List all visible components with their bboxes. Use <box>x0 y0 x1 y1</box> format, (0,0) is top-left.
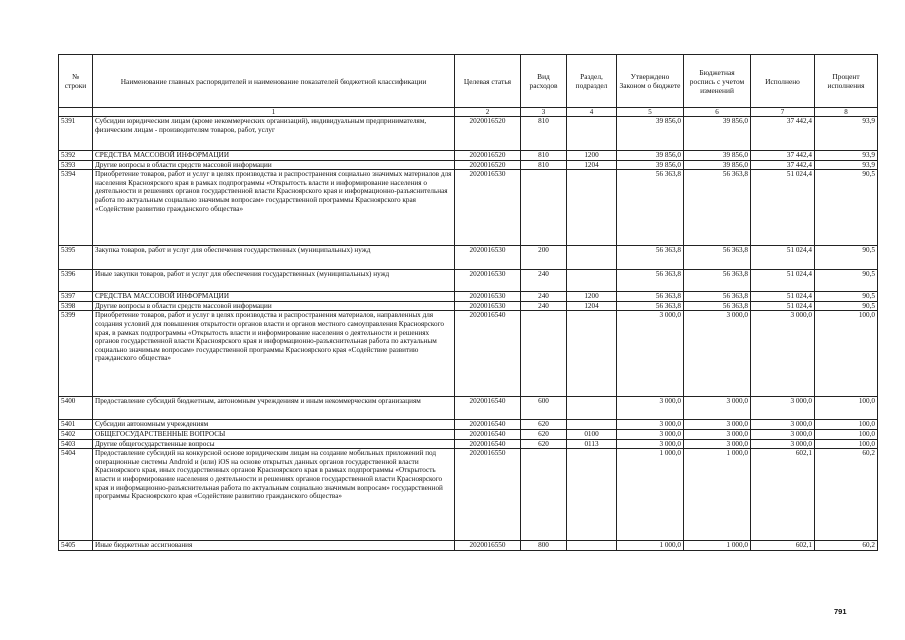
cell-expense-kind: 810 <box>521 117 567 151</box>
header-expense-kind: Вид расходов <box>521 55 567 108</box>
cell-name: СРЕДСТВА МАССОВОЙ ИНФОРМАЦИИ <box>93 292 455 302</box>
cell-row-number: 5404 <box>59 449 93 541</box>
cell-budget-schedule: 56 363,8 <box>684 292 751 302</box>
budget-table <box>58 54 878 551</box>
cell-section <box>567 449 617 541</box>
cell-percent: 60,2 <box>815 541 878 551</box>
cell-name: Предоставление субсидий бюджетным, автономным учреждениям и иным некоммерческим организациям <box>93 397 455 420</box>
cell-expense-kind: 810 <box>521 151 567 161</box>
cell-expense-kind: 810 <box>521 160 567 170</box>
cell-target-article: 2020016530 <box>455 292 521 302</box>
cell-approved: 56 363,8 <box>617 292 684 302</box>
cell-budget-schedule: 39 856,0 <box>684 160 751 170</box>
cell-name: Приобретение товаров, работ и услуг в целях производства и распространения материалов, направленных для создания условий для повышения открытости органов власти и органов местного самоуправления Красноярского края, в рамках подпрограммы «Открытость власти и информирование населения о деятельности и решениях органов государственной власти Красноярского края и информационно-разъяснительная работа по актуальным социально значимым вопросам» государственной программы Красноярского края «Содействие развитию гражданского общества» <box>93 311 455 397</box>
cell-budget-schedule: 39 856,0 <box>684 151 751 161</box>
cell-approved: 39 856,0 <box>617 151 684 161</box>
cell-section: 1204 <box>567 301 617 311</box>
cell-percent: 90,5 <box>815 301 878 311</box>
cell-row-number: 5398 <box>59 301 93 311</box>
column-number: 3 <box>521 108 567 117</box>
cell-section <box>567 420 617 430</box>
cell-percent: 90,5 <box>815 246 878 270</box>
cell-approved: 3 000,0 <box>617 311 684 397</box>
header-executed: Исполнено <box>751 55 815 108</box>
table-row <box>59 292 878 302</box>
cell-target-article: 2020016550 <box>455 449 521 541</box>
cell-name: Предоставление субсидий на конкурсной основе юридическим лицам на создание мобильных приложений под операционные системы Android и (или) iOS на основе открытых данных органов государственной власти Красноярского края, иных государственных органов Красноярского края в рамках подпрограммы «Открытость власти и информирование населения о деятельности и решениях органов государственной власти Красноярского края и информационно-разъяснительная работа по актуальным социально значимым вопросам» государственной программы Красноярского края «Содействие развитию гражданского общества» <box>93 449 455 541</box>
cell-target-article: 2020016520 <box>455 160 521 170</box>
cell-percent: 100,0 <box>815 439 878 449</box>
cell-row-number: 5401 <box>59 420 93 430</box>
cell-executed: 51 024,4 <box>751 270 815 292</box>
cell-percent: 90,5 <box>815 292 878 302</box>
column-number: 8 <box>815 108 878 117</box>
header-target-article: Целевая статья <box>455 55 521 108</box>
cell-percent: 90,5 <box>815 270 878 292</box>
cell-expense-kind: 620 <box>521 439 567 449</box>
cell-percent: 100,0 <box>815 311 878 397</box>
column-number: 2 <box>455 108 521 117</box>
header-section: Раздел, подраздел <box>567 55 617 108</box>
cell-expense-kind: 800 <box>521 541 567 551</box>
cell-approved: 3 000,0 <box>617 420 684 430</box>
cell-budget-schedule: 56 363,8 <box>684 170 751 246</box>
table-row <box>59 117 878 151</box>
cell-row-number: 5393 <box>59 160 93 170</box>
cell-expense-kind: 620 <box>521 420 567 430</box>
cell-row-number: 5399 <box>59 311 93 397</box>
table-row <box>59 160 878 170</box>
cell-expense-kind: 240 <box>521 270 567 292</box>
cell-budget-schedule: 56 363,8 <box>684 270 751 292</box>
table-row <box>59 311 878 397</box>
header-approved: Утверждено Законом о бюджете <box>617 55 684 108</box>
cell-expense-kind: 240 <box>521 292 567 302</box>
cell-approved: 3 000,0 <box>617 397 684 420</box>
cell-percent: 90,5 <box>815 170 878 246</box>
cell-executed: 51 024,4 <box>751 246 815 270</box>
cell-approved: 39 856,0 <box>617 160 684 170</box>
cell-executed: 51 024,4 <box>751 301 815 311</box>
table-row <box>59 397 878 420</box>
cell-target-article: 2020016530 <box>455 246 521 270</box>
cell-executed: 602,1 <box>751 449 815 541</box>
cell-approved: 56 363,8 <box>617 170 684 246</box>
cell-percent: 93,9 <box>815 151 878 161</box>
cell-row-number: 5396 <box>59 270 93 292</box>
cell-executed: 3 000,0 <box>751 397 815 420</box>
cell-section: 0100 <box>567 429 617 439</box>
cell-section: 1200 <box>567 292 617 302</box>
cell-executed: 602,1 <box>751 541 815 551</box>
cell-approved: 39 856,0 <box>617 117 684 151</box>
cell-row-number: 5400 <box>59 397 93 420</box>
cell-target-article: 2020016520 <box>455 151 521 161</box>
column-number-row <box>59 108 878 117</box>
cell-section <box>567 397 617 420</box>
cell-row-number: 5395 <box>59 246 93 270</box>
cell-name: ОБЩЕГОСУДАРСТВЕННЫЕ ВОПРОСЫ <box>93 429 455 439</box>
column-number: 1 <box>93 108 455 117</box>
budget-sheet <box>58 54 877 551</box>
cell-expense-kind <box>521 311 567 397</box>
header-row-number: № строки <box>59 55 93 108</box>
cell-target-article: 2020016540 <box>455 311 521 397</box>
column-number: 5 <box>617 108 684 117</box>
cell-expense-kind: 600 <box>521 397 567 420</box>
cell-approved: 56 363,8 <box>617 246 684 270</box>
table-row <box>59 170 878 246</box>
cell-section <box>567 170 617 246</box>
cell-budget-schedule: 1 000,0 <box>684 449 751 541</box>
cell-executed: 51 024,4 <box>751 170 815 246</box>
cell-name: Иные закупки товаров, работ и услуг для обеспечения государственных (муниципальных) нужд <box>93 270 455 292</box>
cell-name: Другие вопросы в области средств массовой информации <box>93 301 455 311</box>
cell-name: Приобретение товаров, работ и услуг в целях производства и распространения социально значимых материалов для населения Красноярского края в рамках подпрограммы «Открытость власти и информирование населения о деятельности и решениях органов государственной власти Красноярского края и информационно-разъяснительная работа по актуальным социально значимым вопросам» государственной программы Красноярского края «Содействие развитию гражданского общества» <box>93 170 455 246</box>
table-body <box>59 117 878 551</box>
table-row <box>59 246 878 270</box>
cell-section <box>567 541 617 551</box>
cell-target-article: 2020016540 <box>455 420 521 430</box>
cell-executed: 3 000,0 <box>751 311 815 397</box>
cell-name: Другие вопросы в области средств массовой информации <box>93 160 455 170</box>
header-name: Наименование главных распорядителей и наименование показателей бюджетной классификации <box>93 55 455 108</box>
header-percent: Процент исполнения <box>815 55 878 108</box>
cell-expense-kind: 620 <box>521 429 567 439</box>
cell-target-article: 2020016520 <box>455 117 521 151</box>
column-number: 7 <box>751 108 815 117</box>
cell-approved: 3 000,0 <box>617 439 684 449</box>
cell-name: Субсидии юридическим лицам (кроме некоммерческих организаций), индивидуальным предпринимателям, физическим лицам - производителям товаров, работ, услуг <box>93 117 455 151</box>
cell-row-number: 5397 <box>59 292 93 302</box>
table-row <box>59 301 878 311</box>
cell-budget-schedule: 56 363,8 <box>684 301 751 311</box>
cell-expense-kind: 240 <box>521 301 567 311</box>
cell-target-article: 2020016550 <box>455 541 521 551</box>
cell-budget-schedule: 56 363,8 <box>684 246 751 270</box>
cell-name: Другие общегосударственные вопросы <box>93 439 455 449</box>
column-number: 6 <box>684 108 751 117</box>
cell-name: Закупка товаров, работ и услуг для обеспечения государственных (муниципальных) нужд <box>93 246 455 270</box>
cell-approved: 1 000,0 <box>617 541 684 551</box>
cell-section: 1200 <box>567 151 617 161</box>
cell-row-number: 5391 <box>59 117 93 151</box>
cell-expense-kind: 200 <box>521 246 567 270</box>
cell-executed: 3 000,0 <box>751 429 815 439</box>
table-row <box>59 429 878 439</box>
cell-section <box>567 246 617 270</box>
header-budget-schedule: Бюджетная роспись с учетом изменений <box>684 55 751 108</box>
cell-percent: 100,0 <box>815 420 878 430</box>
column-number <box>59 108 93 117</box>
cell-percent: 100,0 <box>815 429 878 439</box>
cell-section: 0113 <box>567 439 617 449</box>
cell-budget-schedule: 3 000,0 <box>684 439 751 449</box>
cell-budget-schedule: 1 000,0 <box>684 541 751 551</box>
cell-section: 1204 <box>567 160 617 170</box>
cell-expense-kind <box>521 170 567 246</box>
cell-approved: 3 000,0 <box>617 429 684 439</box>
table-row <box>59 449 878 541</box>
cell-target-article: 2020016540 <box>455 397 521 420</box>
cell-executed: 37 442,4 <box>751 160 815 170</box>
table-row <box>59 439 878 449</box>
cell-executed: 37 442,4 <box>751 117 815 151</box>
cell-executed: 3 000,0 <box>751 439 815 449</box>
cell-executed: 51 024,4 <box>751 292 815 302</box>
cell-percent: 93,9 <box>815 160 878 170</box>
cell-budget-schedule: 3 000,0 <box>684 420 751 430</box>
table-row <box>59 270 878 292</box>
table-row <box>59 151 878 161</box>
table-row <box>59 420 878 430</box>
cell-target-article: 2020016540 <box>455 439 521 449</box>
header-row <box>59 55 878 108</box>
cell-budget-schedule: 3 000,0 <box>684 429 751 439</box>
cell-executed: 37 442,4 <box>751 151 815 161</box>
cell-percent: 100,0 <box>815 397 878 420</box>
cell-percent: 93,9 <box>815 117 878 151</box>
cell-approved: 56 363,8 <box>617 301 684 311</box>
cell-section <box>567 311 617 397</box>
cell-row-number: 5392 <box>59 151 93 161</box>
column-number: 4 <box>567 108 617 117</box>
cell-budget-schedule: 3 000,0 <box>684 397 751 420</box>
cell-budget-schedule: 39 856,0 <box>684 117 751 151</box>
cell-target-article: 2020016530 <box>455 270 521 292</box>
cell-budget-schedule: 3 000,0 <box>684 311 751 397</box>
cell-expense-kind <box>521 449 567 541</box>
cell-name: Субсидии автономным учреждениям <box>93 420 455 430</box>
cell-row-number: 5402 <box>59 429 93 439</box>
cell-percent: 60,2 <box>815 449 878 541</box>
cell-approved: 1 000,0 <box>617 449 684 541</box>
page-number: 791 <box>834 607 847 616</box>
cell-section <box>567 117 617 151</box>
cell-executed: 3 000,0 <box>751 420 815 430</box>
cell-target-article: 2020016540 <box>455 429 521 439</box>
table-row <box>59 541 878 551</box>
cell-row-number: 5394 <box>59 170 93 246</box>
cell-row-number: 5405 <box>59 541 93 551</box>
cell-target-article: 2020016530 <box>455 301 521 311</box>
cell-name: Иные бюджетные ассигнования <box>93 541 455 551</box>
cell-section <box>567 270 617 292</box>
cell-name: СРЕДСТВА МАССОВОЙ ИНФОРМАЦИИ <box>93 151 455 161</box>
cell-row-number: 5403 <box>59 439 93 449</box>
cell-target-article: 2020016530 <box>455 170 521 246</box>
cell-approved: 56 363,8 <box>617 270 684 292</box>
